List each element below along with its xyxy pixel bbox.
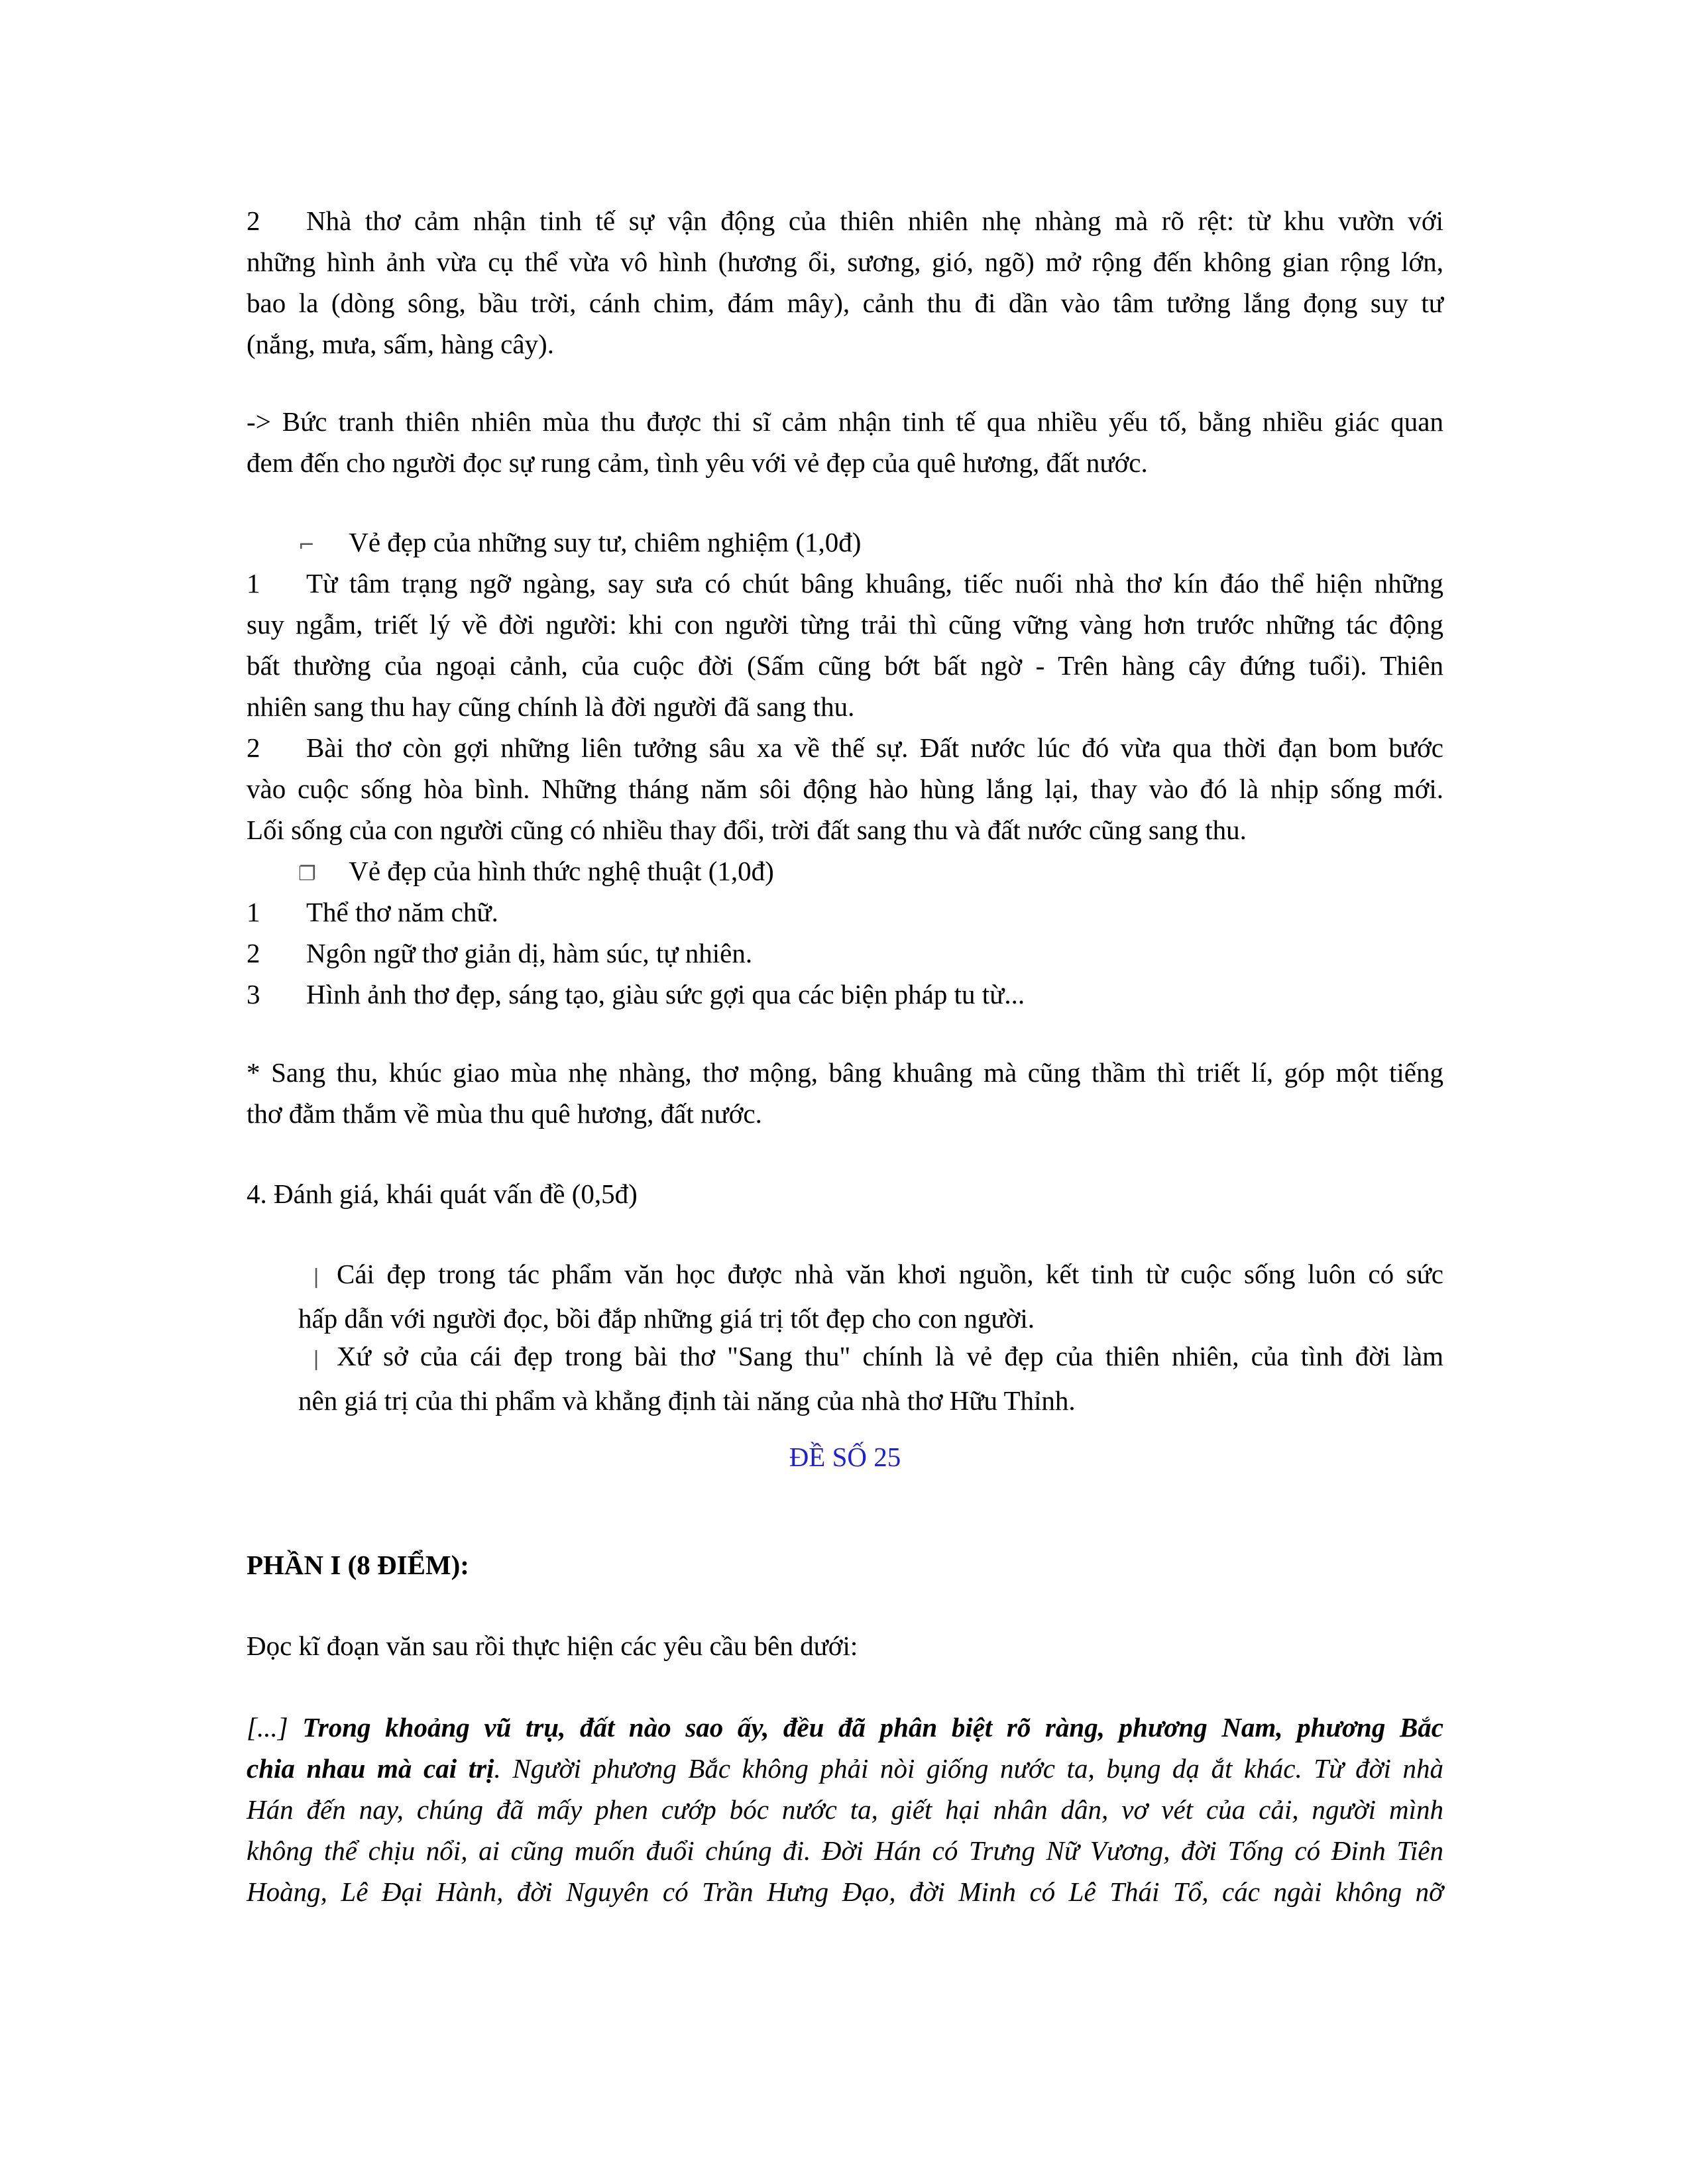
paragraph-line: * Sang thu, khúc giao mùa nhẹ nhàng, thơ mộng, bâng khuâng mà cũng thầm thì triết lí, góp một tiếng bbox=[247, 1057, 1443, 1088]
item-number: 1 bbox=[247, 568, 260, 599]
item-number: 1 bbox=[247, 897, 260, 927]
item-number: 2 bbox=[247, 732, 260, 763]
paragraph-line: bao la (dòng sông, bầu trời, cánh chim, đám mây), cảnh thu đi dần vào tâm tưởng lắng đọng suy tư bbox=[247, 288, 1443, 318]
list-item bbox=[247, 891, 1443, 933]
paragraph-line: Bài thơ còn gợi những liên tưởng sâu xa về thế sự. Đất nước lúc đó vừa qua thời đạn bom bước bbox=[306, 732, 1443, 763]
section1-item2 bbox=[247, 200, 1443, 365]
list-item-text: Ngôn ngữ thơ giản dị, hàm súc, tự nhiên. bbox=[306, 938, 753, 968]
paragraph-line: Nhà thơ cảm nhận tinh tế sự vận động của thiên nhiên nhẹ nhàng mà rõ rệt: từ khu vườn với bbox=[306, 205, 1443, 236]
section4-bullet1 bbox=[298, 1253, 1443, 1339]
instruction-text: Đọc kĩ đoạn văn sau rồi thực hiện các yêu cầu bên dưới: bbox=[247, 1631, 858, 1661]
paragraph-line: nên giá trị của thi phẩm và khẳng định tài năng của nhà thơ Hữu Thỉnh. bbox=[298, 1385, 1076, 1416]
item-number: 3 bbox=[247, 979, 260, 1009]
summary-paragraph bbox=[247, 1052, 1443, 1134]
paragraph-line: Xứ sở của cái đẹp trong bài thơ "Sang thu" chính là vẻ đẹp của thiên nhiên, của tình đời làm bbox=[337, 1341, 1443, 1371]
passage-text: . Người phương Bắc không phải nòi giống nước ta, bụng dạ ắt khác. Từ đời nhà bbox=[494, 1753, 1443, 1784]
bullet-mark-icon: | bbox=[313, 1348, 320, 1371]
heading-text: Vẻ đẹp của hình thức nghệ thuật (1,0đ) bbox=[349, 856, 774, 886]
paragraph-line: Cái đẹp trong tác phẩm văn học được nhà văn khơi nguồn, kết tinh từ cuộc sống luôn có sức bbox=[337, 1259, 1443, 1289]
section4-heading: 4. Đánh giá, khái quát vấn đề (0,5đ) bbox=[247, 1178, 638, 1209]
section2-item2 bbox=[247, 727, 1443, 850]
passage bbox=[247, 1707, 1443, 1912]
passage-line: Hoàng, Lê Đại Hành, đời Nguyên có Trần Hưng Đạo, đời Minh có Lê Thái Tổ, các ngài không nỡ bbox=[247, 1876, 1443, 1907]
section2-item1 bbox=[247, 563, 1443, 727]
section3-heading bbox=[298, 850, 1425, 895]
bullet-mark-icon: ❐ bbox=[298, 862, 316, 886]
section1-conclusion bbox=[247, 401, 1443, 483]
passage-prefix: [...] bbox=[247, 1712, 303, 1743]
item-number: 2 bbox=[247, 205, 260, 236]
paragraph-line: đem đến cho người đọc sự rung cảm, tình yêu với vẻ đẹp của quê hương, đất nước. bbox=[247, 447, 1148, 478]
item-number: 2 bbox=[247, 938, 260, 968]
section3-list bbox=[247, 891, 1443, 1015]
paragraph-line: hấp dẫn với người đọc, bồi đắp những giá trị tốt đẹp cho con người. bbox=[298, 1303, 1035, 1334]
list-item-text: Thể thơ năm chữ. bbox=[306, 897, 498, 927]
exam-title: ĐỀ SỐ 25 bbox=[789, 1442, 901, 1472]
list-item bbox=[247, 933, 1443, 974]
part-heading: PHẦN I (8 ĐIỂM): bbox=[247, 1550, 469, 1580]
bullet-mark-icon: | bbox=[313, 1265, 320, 1289]
passage-bold-text: chia nhau mà cai trị bbox=[247, 1753, 494, 1784]
paragraph-line: bất thường của ngoại cảnh, của cuộc đời (Sấm cũng bớt bất ngờ - Trên hàng cây đứng tuổi). Thiên bbox=[247, 650, 1443, 681]
list-item-text: Hình ảnh thơ đẹp, sáng tạo, giàu sức gợi qua các biện pháp tu từ... bbox=[306, 979, 1025, 1009]
passage-line: Hán đến nay, chúng đã mấy phen cướp bóc nước ta, giết hại nhân dân, vơ vét của cải, người mình bbox=[247, 1794, 1443, 1825]
bullet-mark-icon: ⌐ bbox=[298, 534, 315, 557]
paragraph-line: nhiên sang thu hay cũng chính là đời người đã sang thu. bbox=[247, 691, 855, 722]
list-item bbox=[247, 974, 1443, 1015]
passage-line: không thể chịu nổi, ai cũng muốn đuổi chúng đi. Đời Hán có Trưng Nữ Vương, đời Tống có Đinh Tiên bbox=[247, 1835, 1443, 1866]
paragraph-line: suy ngẫm, triết lý về đời người: khi con người từng trải thì cũng vững vàng hơn trước những tác động bbox=[247, 609, 1443, 640]
paragraph-line: (nắng, mưa, sấm, hàng cây). bbox=[247, 329, 554, 359]
heading-text: Vẻ đẹp của những suy tư, chiêm nghiệm (1,0đ) bbox=[349, 527, 862, 557]
paragraph-line: vào cuộc sống hòa bình. Những tháng năm sôi động hào hùng lắng lại, thay vào đó là nhịp sống mới. bbox=[247, 774, 1443, 804]
section2-heading bbox=[298, 522, 1425, 566]
paragraph-line: Lối sống của con người cũng có nhiều thay đổi, trời đất sang thu và đất nước cũng sang thu. bbox=[247, 815, 1247, 845]
paragraph-line: những hình ảnh vừa cụ thể vừa vô hình (hương ổi, sương, gió, ngõ) mở rộng đến không gian rộng lớn, bbox=[247, 247, 1443, 277]
paragraph-line: -> Bức tranh thiên nhiên mùa thu được thi sĩ cảm nhận tinh tế qua nhiều yếu tố, bằng nhiều giác quan bbox=[247, 406, 1443, 437]
section4-bullet2 bbox=[298, 1336, 1443, 1421]
passage-bold-text: Trong khoảng vũ trụ, đất nào sao ấy, đều đã phân biệt rõ ràng, phương Nam, phương Bắc bbox=[302, 1712, 1443, 1743]
paragraph-line: thơ đằm thắm về mùa thu quê hương, đất nước. bbox=[247, 1098, 762, 1129]
paragraph-line: Từ tâm trạng ngỡ ngàng, say sưa có chút bâng khuâng, tiếc nuối nhà thơ kín đáo thể hiện những bbox=[306, 568, 1443, 599]
